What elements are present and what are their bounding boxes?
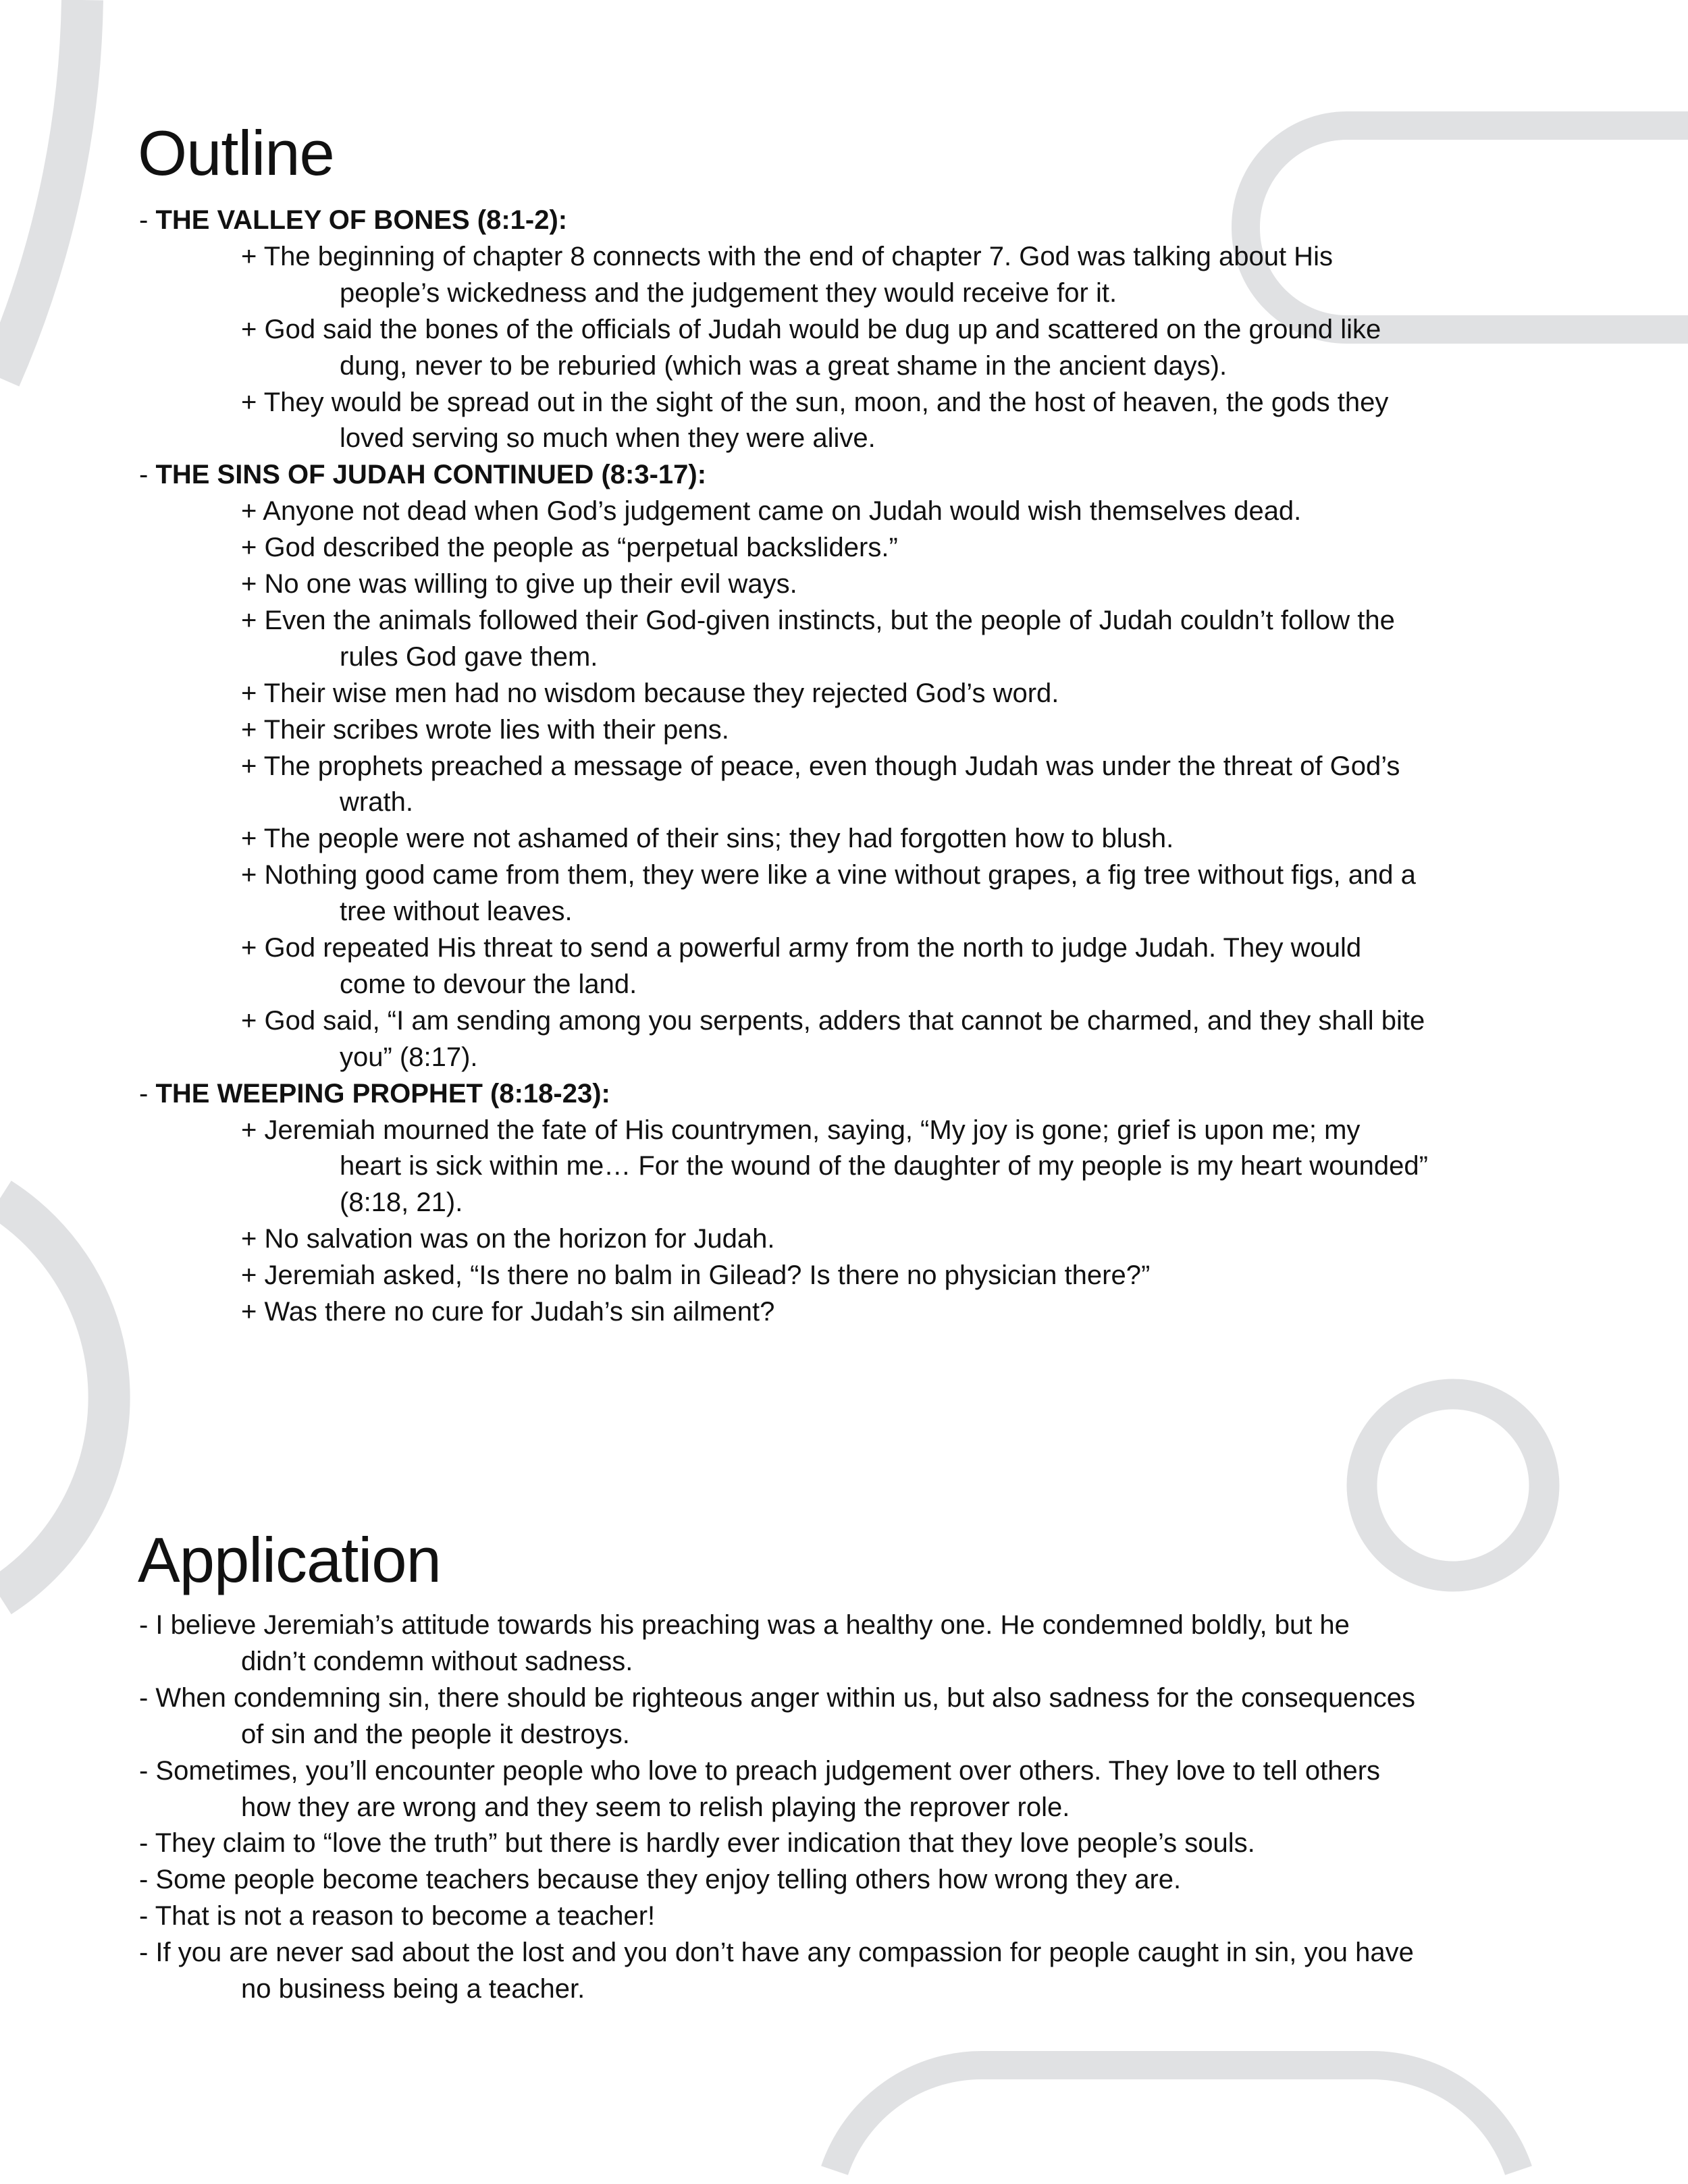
list-item-continuation: rules God gave them. (340, 641, 598, 672)
decorative-arc-top-left (0, 0, 82, 378)
list-item-continuation: wrath. (340, 787, 413, 818)
application-heading: Application (138, 1524, 441, 1595)
list-item: + Even the animals followed their God-given instincts, but the people of Judah couldn’t follow the (241, 605, 1395, 635)
decorative-pill-bottom (835, 2065, 1519, 2170)
section-heading-text: THE SINS OF JUDAH CONTINUED (8:3-17): (155, 460, 707, 490)
bullet-dash: - (139, 1078, 156, 1109)
list-item: + God described the people as “perpetual backsliders.” (241, 533, 898, 563)
application-item-continuation: of sin and the people it destroys. (241, 1719, 630, 1749)
decorative-ring-right (1362, 1394, 1544, 1576)
list-item: + God said the bones of the officials of Judah would be dug up and scattered on the ground like (241, 314, 1381, 344)
list-item: + The prophets preached a message of peace, even though Judah was under the threat of God’s (241, 751, 1400, 781)
application-item: - I believe Jeremiah’s attitude towards his preaching was a healthy one. He condemned boldly, but he (139, 1610, 1350, 1640)
list-item: + Anyone not dead when God’s judgement came on Judah would wish themselves dead. (241, 496, 1302, 527)
list-item: + No one was willing to give up their evil ways. (241, 569, 797, 599)
list-item: + Their scribes wrote lies with their pens. (241, 714, 729, 745)
list-item-continuation: come to devour the land. (340, 969, 637, 999)
list-item: + Their wise men had no wisdom because they rejected God’s word. (241, 678, 1059, 708)
section-heading (139, 202, 567, 238)
list-item: + Jeremiah mourned the fate of His countrymen, saying, “My joy is gone; grief is upon me; my (241, 1115, 1361, 1145)
list-item: + God said, “I am sending among you serpents, adders that cannot be charmed, and they shall bite (241, 1005, 1425, 1036)
list-item-continuation: (8:18, 21). (340, 1188, 463, 1218)
list-item: + Nothing good came from them, they were like a vine without grapes, a fig tree without figs, and a (241, 860, 1416, 890)
application-item: - They claim to “love the truth” but there is hardly ever indication that they love people’s souls. (139, 1828, 1255, 1859)
list-item-continuation: tree without leaves. (340, 897, 573, 927)
application-item: - When condemning sin, there should be righteous anger within us, but also sadness for the consequences (139, 1682, 1416, 1713)
list-item: + Jeremiah asked, “Is there no balm in Gilead? Is there no physician there?” (241, 1260, 1151, 1291)
application-item: - Some people become teachers because they enjoy telling others how wrong they are. (139, 1865, 1182, 1895)
decorative-pill-top-right (1246, 126, 1688, 329)
bullet-dash: - (139, 460, 156, 490)
list-item-continuation: loved serving so much when they were alive. (340, 423, 876, 454)
section-heading-text: THE WEEPING PROPHET (8:18-23): (155, 1078, 610, 1109)
list-item-continuation: heart is sick within me… For the wound of the daughter of my people is my heart wounded” (340, 1151, 1428, 1181)
list-item: + They would be spread out in the sight of the sun, moon, and the host of heaven, the gods they (241, 387, 1389, 417)
list-item: + No salvation was on the horizon for Judah. (241, 1224, 775, 1254)
application-item-continuation: no business being a teacher. (241, 1974, 585, 2004)
list-item-continuation: dung, never to be reburied (which was a great shame in the ancient days). (340, 350, 1228, 381)
bullet-dash: - (139, 205, 156, 235)
application-item-continuation: didn’t condemn without sadness. (241, 1646, 633, 1676)
application-item: - Sometimes, you’ll encounter people who love to preach judgement over others. They love to tell others (139, 1755, 1381, 1786)
list-item-continuation: you” (8:17). (340, 1042, 478, 1072)
application-item: - If you are never sad about the lost and you don’t have any compassion for people caught in sin, you have (139, 1938, 1414, 1968)
list-item: + God repeated His threat to send a powerful army from the north to judge Judah. They would (241, 933, 1362, 963)
application-item-continuation: how they are wrong and they seem to relish playing the reprover role. (241, 1792, 1070, 1822)
decorative-arc-mid-left (0, 1198, 109, 1597)
section-heading-text: THE VALLEY OF BONES (8:1-2): (155, 205, 568, 235)
list-item-continuation: people’s wickedness and the judgement they would receive for it. (340, 277, 1117, 308)
list-item: + The people were not ashamed of their sins; they had forgotten how to blush. (241, 824, 1174, 854)
list-item: + Was there no cure for Judah’s sin ailment? (241, 1297, 775, 1327)
list-item: + The beginning of chapter 8 connects with the end of chapter 7. God was talking about His (241, 241, 1333, 271)
outline-heading: Outline (138, 117, 334, 188)
section-heading (139, 1075, 610, 1112)
application-item: - That is not a reason to become a teacher! (139, 1901, 656, 1932)
section-heading (139, 456, 706, 493)
